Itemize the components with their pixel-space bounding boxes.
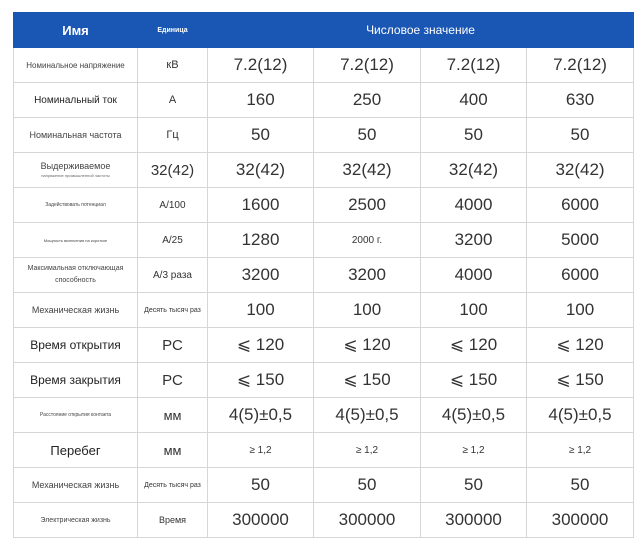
value-cell: 1280 [208,223,314,258]
table-row [14,83,634,118]
param-cell [14,153,138,188]
value-cell: 3200 [208,258,314,293]
value-cell: 50 [527,118,634,153]
value-cell: 1600 [208,188,314,223]
value-cell: 7.2(12) [527,48,634,83]
value-cell: 32(42) [314,153,421,188]
param-sub: напряжение промышленной частоты [41,173,110,178]
param-cell: Мощность включения на короткое [14,223,138,258]
value-cell: ⩽ 120 [421,328,527,363]
param-cell: Перебег [14,433,138,468]
value-cell: 4(5)±0,5 [314,398,421,433]
table-row [14,293,634,328]
unit-cell: РС [138,363,208,398]
unit-cell: кВ [138,48,208,83]
value-cell: 3200 [421,223,527,258]
param-cell: Номинальное напряжение [14,48,138,83]
spec-table-wrapper [13,12,634,538]
value-cell: 50 [527,468,634,503]
table-row [14,118,634,153]
table-row [14,258,634,293]
param-cell: Номинальная частота [14,118,138,153]
value-cell: 630 [527,83,634,118]
value-cell: 100 [421,293,527,328]
unit-cell: А [138,83,208,118]
value-cell: 300000 [208,503,314,538]
value-cell: ⩽ 120 [527,328,634,363]
value-cell: ⩽ 150 [421,363,527,398]
value-cell: 50 [421,468,527,503]
table-row [14,398,634,433]
value-cell: 7.2(12) [421,48,527,83]
table-row [14,153,634,188]
value-cell: 6000 [527,258,634,293]
param-cell: Расстояние открытия контакта [14,398,138,433]
unit-cell: А/25 [138,223,208,258]
header-value: Числовое значение [208,13,634,48]
value-cell: 32(42) [208,153,314,188]
value-cell: 7.2(12) [314,48,421,83]
param-cell: Время закрытия [14,363,138,398]
value-cell: 100 [527,293,634,328]
value-cell: 6000 [527,188,634,223]
param-cell: Механическая жизнь [14,468,138,503]
unit-cell: Гц [138,118,208,153]
value-cell: 250 [314,83,421,118]
value-cell: 4(5)±0,5 [527,398,634,433]
unit-cell: мм [138,433,208,468]
param-cell: Механическая жизнь [14,293,138,328]
table-row [14,503,634,538]
value-cell: 300000 [421,503,527,538]
value-cell: 2500 [314,188,421,223]
value-cell: 32(42) [527,153,634,188]
unit-cell: А/100 [138,188,208,223]
value-cell: 160 [208,83,314,118]
param-cell: Электрическая жизнь [14,503,138,538]
param-main: Выдерживаемое [40,161,111,171]
unit-cell: Время [138,503,208,538]
value-cell: 50 [421,118,527,153]
value-cell: 50 [208,118,314,153]
param-cell: Время открытия [14,328,138,363]
table-row [14,328,634,363]
header-row [14,13,634,48]
value-cell: ≥ 1,2 [208,433,314,468]
value-cell: ≥ 1,2 [314,433,421,468]
value-cell: 300000 [527,503,634,538]
unit-cell: мм [138,398,208,433]
unit-cell: Десять тысяч раз [138,468,208,503]
table-row [14,223,634,258]
value-cell: 4000 [421,188,527,223]
param-cell: Максимальная отключающая способность [14,258,138,293]
unit-cell: РС [138,328,208,363]
value-cell: 4000 [421,258,527,293]
param-cell: Номинальный ток [14,83,138,118]
value-cell: 4(5)±0,5 [208,398,314,433]
header-name: Имя [14,13,138,48]
unit-cell: 32(42) [138,153,208,188]
value-cell: 3200 [314,258,421,293]
param-cell: Задействовать потенциал [14,188,138,223]
table-row [14,188,634,223]
value-cell: ⩽ 150 [527,363,634,398]
value-cell: ⩽ 120 [208,328,314,363]
unit-cell: А/3 раза [138,258,208,293]
value-cell: 5000 [527,223,634,258]
value-cell: 2000 г. [314,223,421,258]
value-cell: ⩽ 120 [314,328,421,363]
table-row [14,48,634,83]
value-cell: 7.2(12) [208,48,314,83]
value-cell: ≥ 1,2 [527,433,634,468]
table-row [14,433,634,468]
unit-cell: Десять тысяч раз [138,293,208,328]
value-cell: ⩽ 150 [314,363,421,398]
value-cell: 300000 [314,503,421,538]
value-cell: 100 [314,293,421,328]
table-row [14,363,634,398]
spec-table [13,12,634,538]
value-cell: 50 [208,468,314,503]
value-cell: 100 [208,293,314,328]
value-cell: ⩽ 150 [208,363,314,398]
table-row [14,468,634,503]
value-cell: 50 [314,118,421,153]
value-cell: 400 [421,83,527,118]
value-cell: 50 [314,468,421,503]
header-unit: Единица [138,13,208,48]
value-cell: ≥ 1,2 [421,433,527,468]
value-cell: 4(5)±0,5 [421,398,527,433]
value-cell: 32(42) [421,153,527,188]
